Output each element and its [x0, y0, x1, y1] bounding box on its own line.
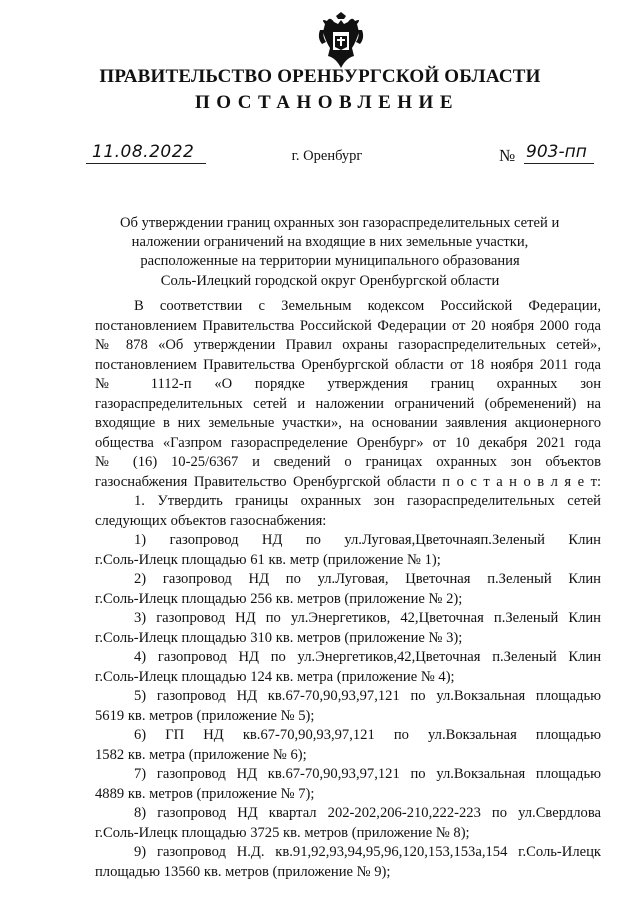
body-line: г.Соль-Илецк площадью 124 кв. метра (приложение № 4);: [95, 668, 455, 685]
number-underline: [524, 163, 594, 164]
body-line: г.Соль-Илецк площадью 256 кв. метров (приложение № 2);: [95, 590, 463, 607]
body-line: 7) газопровод НД кв.67-70,90,93,97,121 по ул.Вокзальная площадью: [134, 766, 601, 782]
body-line: 8) газопровод НД квартал 202-202,206-210,222-223 по ул.Свердлова: [134, 805, 601, 821]
body-line: № 878 «Об утверждении Правил охраны газораспределительных сетей»,: [95, 337, 601, 353]
body-line: 5619 кв. метров (приложение № 5);: [95, 707, 315, 724]
title-line: Соль-Илецкий городской округ Оренбургской области: [160, 272, 500, 289]
body-line: 4) газопровод НД по ул.Энергетиков,42,Цветочная п.Зеленый Клин: [134, 649, 601, 665]
document-number: 903-пп: [526, 142, 587, 162]
body-line: г.Соль-Илецк площадью 310 кв. метров (приложение № 3);: [95, 629, 463, 646]
body-line: г.Соль-Илецк площадью 61 кв. метр (приложение № 1);: [95, 551, 441, 568]
body-line: 6) ГП НД кв.67-70,90,93,97,121 по ул.Вокзальная площадью: [134, 727, 601, 743]
body-line: 5) газопровод НД кв.67-70,90,93,97,121 по ул.Вокзальная площадью: [134, 688, 601, 704]
body-line: № (16) 10-25/6367 и сведений о границах охранных зон объектов: [95, 454, 601, 470]
title-line: расположенные на территории муниципального образования: [140, 253, 520, 270]
body-line: постановлением Правительства Оренбургской области от 18 ноября 2011 года: [95, 356, 601, 373]
body-line: постановлением Правительства Российской Федерации от 20 ноября 2000 года: [95, 317, 601, 334]
organization-heading: ПРАВИТЕЛЬСТВО ОРЕНБУРГСКОЙ ОБЛАСТИ: [99, 66, 541, 87]
title-line: Об утверждении границ охранных зон газораспределительных сетей и: [120, 215, 560, 231]
body-line: площадью 13560 кв. метров (приложение № 9);: [95, 863, 391, 880]
body-line: общества «Газпром газораспределение Оренбург» от 10 декабря 2021 года: [95, 434, 601, 451]
document-type-heading: ПОСТАНОВЛЕНИЕ: [194, 92, 460, 113]
coat-of-arms-emblem: [316, 12, 366, 70]
body-line: 1. Утвердить границы охранных зон газораспределительных сетей: [134, 493, 601, 509]
document-title: [120, 214, 560, 291]
document-date: 11.08.2022: [92, 142, 195, 162]
body-line: газоснабжения Правительство Оренбургской области п о с т а н о в л я е т:: [95, 473, 601, 490]
body-line: г.Соль-Илецк площадью 3725 кв. метров (приложение № 8);: [95, 824, 470, 841]
number-label: №: [499, 146, 516, 165]
body-line: 2) газопровод НД по ул.Луговая, Цветочная п.Зеленый Клин: [134, 571, 601, 587]
body-line: 4889 кв. метров (приложение № 7);: [95, 785, 315, 802]
body-line: 3) газопровод НД по ул.Энергетиков, 42,Цветочная п.Зеленый Клин: [134, 610, 601, 626]
body-line: следующих объектов газоснабжения:: [95, 512, 327, 529]
body-line: 1582 кв. метра (приложение № 6);: [95, 746, 307, 763]
title-line: наложении ограничений на входящие в них земельные участки,: [131, 234, 529, 251]
document-city: г. Оренбург: [291, 148, 363, 164]
body-line: В соответствии с Земельным кодексом Российской Федерации,: [134, 298, 601, 314]
body-line: газораспределительных сетей и наложении ограничений (обременений) на: [95, 395, 601, 412]
body-line: 9) газопровод Н.Д. кв.91,92,93,94,95,96,120,153,153а,154 г.Соль-Илецк: [134, 844, 601, 860]
body-line: 1) газопровод НД по ул.Луговая,Цветочнаяп.Зеленый Клин: [134, 532, 601, 548]
body-line: № 1112-п «О порядке утверждения границ охранных зон: [95, 376, 601, 392]
body-line: входящие в них земельные участки», на основании заявления акционерного: [95, 415, 601, 431]
